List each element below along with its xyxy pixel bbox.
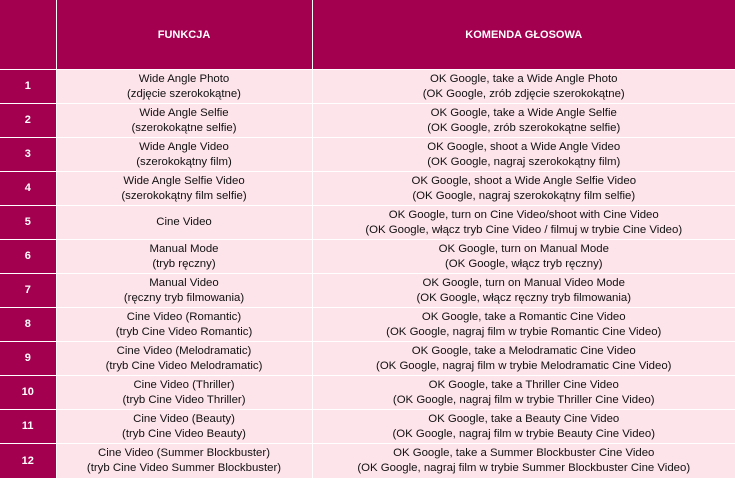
command-cell [312, 70, 735, 104]
command-cell [312, 342, 735, 376]
function-cell [56, 376, 312, 410]
table-row [0, 240, 735, 274]
command-line: (OK Google, nagraj film w trybie Beauty Cine Video) [392, 427, 656, 440]
row-number: 2 [0, 104, 56, 138]
header-function: FUNKCJA [56, 0, 312, 70]
function-cell [56, 410, 312, 444]
command-line: OK Google, shoot a Wide Angle Video [427, 140, 621, 153]
table-row [0, 70, 735, 104]
command-line: OK Google, take a Summer Blockbuster Cine Video [393, 447, 655, 459]
function-line: (tryb Cine Video Romantic) [115, 325, 253, 338]
function-line: Manual Mode [149, 242, 219, 255]
header-command: KOMENDA GŁOSOWA [312, 0, 735, 70]
command-line: OK Google, turn on Manual Video Mode [422, 276, 625, 289]
function-line: Cine Video [156, 216, 212, 228]
function-cell [56, 308, 312, 342]
command-line: (OK Google, włącz ręczny tryb filmowania) [416, 291, 632, 304]
command-cell [312, 206, 735, 240]
command-line: (OK Google, nagraj film w trybie Thriller Cine Video) [392, 393, 655, 406]
command-cell [312, 444, 735, 479]
function-line: (tryb Cine Video Thriller) [122, 393, 246, 406]
function-line: Wide Angle Selfie Video [123, 174, 245, 187]
function-line: (tryb Cine Video Beauty) [122, 427, 246, 440]
table-row [0, 172, 735, 206]
function-line: (szerokokątny film selfie) [121, 189, 247, 202]
table-row [0, 274, 735, 308]
function-line: Cine Video (Beauty) [133, 412, 235, 425]
function-cell [56, 274, 312, 308]
row-number: 6 [0, 240, 56, 274]
function-line: Wide Angle Selfie [139, 106, 229, 119]
command-line: (OK Google, zrób szerokokątne selfie) [427, 121, 621, 134]
function-line: Cine Video (Summer Blockbuster) [98, 447, 270, 459]
command-line: OK Google, take a Romantic Cine Video [421, 310, 626, 323]
command-line: (OK Google, zrób zdjęcie szerokokątne) [422, 87, 625, 100]
table-row [0, 444, 735, 479]
function-line: Wide Angle Photo [138, 72, 230, 85]
function-cell [56, 138, 312, 172]
function-line: Manual Video [149, 276, 219, 289]
command-cell [312, 376, 735, 410]
command-line: (OK Google, nagraj szerokokątny film selfie) [412, 189, 636, 202]
function-line: (szerokokątne selfie) [131, 121, 237, 134]
function-line: Cine Video (Melodramatic) [116, 344, 252, 357]
row-number: 12 [0, 444, 56, 479]
command-line: (OK Google, nagraj film w trybie Melodramatic Cine Video) [376, 359, 672, 372]
command-line: (OK Google, włącz tryb Cine Video / filmuj w trybie Cine Video) [365, 223, 683, 236]
command-line: (OK Google, włącz tryb ręczny) [444, 257, 603, 270]
row-number: 9 [0, 342, 56, 376]
command-cell [312, 172, 735, 206]
function-line: Cine Video (Thriller) [133, 378, 235, 391]
function-cell [56, 172, 312, 206]
function-cell [56, 342, 312, 376]
function-cell [56, 444, 312, 479]
row-number: 4 [0, 172, 56, 206]
function-cell [56, 70, 312, 104]
command-line: OK Google, take a Beauty Cine Video [428, 412, 620, 425]
function-line: (zdjęcie szerokokątne) [127, 87, 241, 100]
command-cell [312, 138, 735, 172]
header-number [0, 0, 56, 70]
table-row [0, 376, 735, 410]
command-line: OK Google, turn on Cine Video/shoot with Cine Video [388, 208, 659, 221]
table-body [0, 70, 735, 479]
row-number: 8 [0, 308, 56, 342]
table-row [0, 410, 735, 444]
command-line: OK Google, take a Thriller Cine Video [428, 378, 619, 391]
row-number: 7 [0, 274, 56, 308]
function-cell [56, 240, 312, 274]
function-line: Cine Video (Romantic) [126, 310, 242, 323]
command-line: OK Google, take a Melodramatic Cine Video [411, 344, 636, 357]
command-line: (OK Google, nagraj film w trybie Summer Blockbuster Cine Video) [357, 462, 691, 474]
command-cell [312, 240, 735, 274]
command-line: OK Google, take a Wide Angle Photo [430, 72, 618, 85]
table-row [0, 342, 735, 376]
command-line: OK Google, shoot a Wide Angle Selfie Video [411, 174, 637, 187]
row-number: 3 [0, 138, 56, 172]
function-line: Wide Angle Video [139, 140, 229, 153]
row-number: 11 [0, 410, 56, 444]
command-line: (OK Google, nagraj film w trybie Romantic Cine Video) [386, 325, 662, 338]
function-line: (tryb Cine Video Summer Blockbuster) [86, 462, 282, 474]
function-cell [56, 206, 312, 240]
function-line: (tryb Cine Video Melodramatic) [105, 359, 263, 372]
table-row [0, 308, 735, 342]
table-row [0, 104, 735, 138]
table-header-row [0, 0, 735, 70]
command-line: (OK Google, nagraj szerokokątny film) [427, 155, 621, 168]
command-cell [312, 274, 735, 308]
function-cell [56, 104, 312, 138]
command-cell [312, 104, 735, 138]
command-line: OK Google, turn on Manual Mode [438, 242, 609, 255]
command-line: OK Google, take a Wide Angle Selfie [430, 106, 617, 119]
table-row [0, 138, 735, 172]
command-cell [312, 410, 735, 444]
command-cell [312, 308, 735, 342]
function-line: (szerokokątny film) [136, 155, 232, 168]
row-number: 10 [0, 376, 56, 410]
table-row [0, 206, 735, 240]
row-number: 1 [0, 70, 56, 104]
function-line: (tryb ręczny) [152, 257, 216, 270]
row-number: 5 [0, 206, 56, 240]
function-line: (ręczny tryb filmowania) [123, 291, 245, 304]
